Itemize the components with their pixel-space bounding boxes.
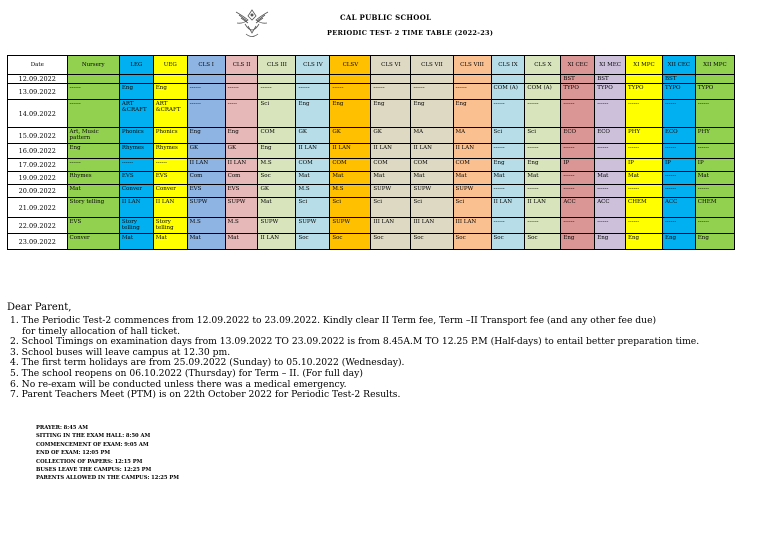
subject-cell: ------: [662, 218, 695, 234]
column-header: CLS II: [225, 56, 258, 75]
subject-cell: M.S: [187, 218, 225, 234]
subject-cell: ------: [67, 84, 119, 100]
subject-cell: Rhymes: [153, 144, 187, 159]
exam-date: 20.09.2022: [8, 185, 68, 198]
subject-cell: Mat: [258, 198, 296, 218]
subject-cell: COM (A): [491, 84, 525, 100]
exam-date: 16.09.2022: [8, 144, 68, 159]
subject-cell: Sci: [330, 198, 371, 218]
subject-cell: MA: [453, 128, 491, 144]
subject-cell: ------: [525, 144, 561, 159]
column-header: XI MEC: [595, 56, 626, 75]
subject-cell: MA: [411, 128, 453, 144]
subject-cell: COM: [296, 159, 330, 172]
column-header: CLSV: [330, 56, 371, 75]
subject-cell: COM: [411, 159, 453, 172]
subject-cell: ------: [525, 185, 561, 198]
subject-cell: ------: [595, 100, 626, 128]
subject-cell: Eng: [411, 100, 453, 128]
subject-cell: Com: [187, 172, 225, 185]
subject-cell: ------: [626, 218, 663, 234]
subject-cell: ACC: [561, 198, 595, 218]
subject-cell: Soc: [258, 172, 296, 185]
subject-cell: ------: [491, 185, 525, 198]
subject-cell: [225, 75, 258, 84]
subject-cell: GK: [330, 128, 371, 144]
notice-item: 2. School Timings on examination days from 13.09.2022 TO 23.09.2022 is from 8.45A.M TO 12.25 P.M (Half-days) to entail better preparation time.: [10, 336, 700, 348]
table-row: [8, 75, 735, 84]
subject-cell: [296, 75, 330, 84]
subject-cell: II LAN: [153, 198, 187, 218]
column-header: CLS VI: [371, 56, 411, 75]
school-name: CAL PUBLIC SCHOOL: [340, 13, 432, 22]
subject-cell: Eng: [662, 234, 695, 250]
column-header: XII CEC: [662, 56, 695, 75]
subject-cell: IP: [662, 159, 695, 172]
subject-cell: ------: [626, 144, 663, 159]
subject-cell: Eng: [187, 128, 225, 144]
subject-cell: [525, 75, 561, 84]
subject-cell: ------: [525, 218, 561, 234]
subject-cell: Story telling: [153, 218, 187, 234]
notice-item: 6. No re-exam will be conducted unless there was a medical emergency.: [10, 378, 347, 390]
subject-cell: Conver: [67, 234, 119, 250]
schedule-line: SITTING IN THE EXAM HALL: 8:50 AM: [36, 433, 151, 440]
table-row: [8, 172, 735, 185]
subject-cell: ART &CRAFT: [153, 100, 187, 128]
column-header: XII MPC: [695, 56, 734, 75]
subject-cell: ------: [561, 218, 595, 234]
subject-cell: ------: [662, 100, 695, 128]
subject-cell: Rhymes: [119, 144, 153, 159]
subject-cell: SUPW: [258, 218, 296, 234]
subject-cell: Eng: [695, 234, 734, 250]
subject-cell: ------: [225, 84, 258, 100]
subject-cell: Eng: [525, 159, 561, 172]
subject-cell: SUPW: [187, 198, 225, 218]
subject-cell: CHEM: [626, 198, 663, 218]
subject-cell: [491, 75, 525, 84]
timetable-header-row: [8, 56, 735, 75]
subject-cell: Mat: [695, 172, 734, 185]
subject-cell: M.S: [296, 185, 330, 198]
table-row: [8, 218, 735, 234]
column-header: CLS I: [187, 56, 225, 75]
schedule-line: BUSES LEAVE THE CAMPUS: 12:25 PM: [36, 467, 152, 474]
schedule-line: COLLECTION OF PAPERS: 12:15 PM: [36, 458, 143, 465]
column-header: CLS III: [258, 56, 296, 75]
subject-cell: Mat: [153, 234, 187, 250]
column-header: CLS VII: [411, 56, 453, 75]
subject-cell: [411, 75, 453, 84]
subject-cell: ------: [296, 84, 330, 100]
subject-cell: Eng: [626, 234, 663, 250]
subject-cell: Soc: [491, 234, 525, 250]
subject-cell: [595, 159, 626, 172]
subject-cell: ------: [595, 144, 626, 159]
subject-cell: III LAN: [411, 218, 453, 234]
subject-cell: ECO: [662, 128, 695, 144]
exam-date: 21.09.2022: [8, 198, 68, 218]
subject-cell: EVS: [187, 185, 225, 198]
subject-cell: Sci: [491, 128, 525, 144]
notice-item: 7. Parent Teachers Meet (PTM) is on 22th October 2022 for Periodic Test-2 Results.: [10, 389, 401, 401]
notice-item: for timely allocation of hall ticket.: [22, 325, 181, 337]
subject-cell: ACC: [595, 198, 626, 218]
subject-cell: Eng: [296, 100, 330, 128]
subject-cell: Story telling: [119, 218, 153, 234]
subject-cell: COM: [258, 128, 296, 144]
subject-cell: II LAN: [258, 234, 296, 250]
subject-cell: COM: [330, 159, 371, 172]
subject-cell: II LAN: [453, 144, 491, 159]
subject-cell: IP: [695, 159, 734, 172]
subject-cell: ------: [491, 144, 525, 159]
table-row: [8, 100, 735, 128]
subject-cell: ------: [187, 84, 225, 100]
subject-cell: BST: [561, 75, 595, 84]
subject-cell: TYPO: [662, 84, 695, 100]
subject-cell: ------: [67, 100, 119, 128]
subject-cell: GK: [187, 144, 225, 159]
subject-cell: Sci: [525, 128, 561, 144]
subject-cell: GK: [225, 144, 258, 159]
subject-cell: SUPW: [225, 198, 258, 218]
subject-cell: II LAN: [330, 144, 371, 159]
subject-cell: Sci: [453, 198, 491, 218]
subject-cell: ------: [695, 218, 734, 234]
subject-cell: Mat: [491, 172, 525, 185]
subject-cell: Mat: [67, 185, 119, 198]
school-crest-icon: [233, 6, 271, 40]
table-row: [8, 144, 735, 159]
subject-cell: II LAN: [411, 144, 453, 159]
subject-cell: II LAN: [187, 159, 225, 172]
subject-cell: Eng: [491, 159, 525, 172]
subject-cell: Mat: [626, 172, 663, 185]
exam-date: 23.09.2022: [8, 234, 68, 250]
subject-cell: II LAN: [371, 144, 411, 159]
subject-cell: [330, 75, 371, 84]
subject-cell: Soc: [330, 234, 371, 250]
subject-cell: [119, 75, 153, 84]
subject-cell: Sci: [296, 198, 330, 218]
subject-cell: M.S: [330, 185, 371, 198]
subject-cell: ------: [491, 218, 525, 234]
subject-cell: BST: [595, 75, 626, 84]
subject-cell: [626, 75, 663, 84]
subject-cell: II LAN: [491, 198, 525, 218]
subject-cell: Soc: [371, 234, 411, 250]
subject-cell: Story telling: [67, 198, 119, 218]
subject-cell: ------: [561, 185, 595, 198]
subject-cell: Eng: [119, 84, 153, 100]
subject-cell: CHEM: [695, 198, 734, 218]
subject-cell: II LAN: [225, 159, 258, 172]
subject-cell: PHY: [695, 128, 734, 144]
subject-cell: IP: [626, 159, 663, 172]
subject-cell: ------: [153, 159, 187, 172]
subject-cell: Eng: [453, 100, 491, 128]
schedule-line: COMMENCEMENT OF EXAM: 9:05 AM: [36, 441, 149, 448]
subject-cell: TYPO: [595, 84, 626, 100]
subject-cell: ------: [626, 100, 663, 128]
subject-cell: BST: [662, 75, 695, 84]
subject-cell: Sci: [258, 100, 296, 128]
subject-cell: ------: [662, 172, 695, 185]
subject-cell: Phonics: [153, 128, 187, 144]
subject-cell: Mat: [371, 172, 411, 185]
notice-item: 1. The Periodic Test-2 commences from 12.09.2022 to 23.09.2022. Kindly clear II Term fee, Term –II Transport fee (and any other fee due): [10, 315, 657, 326]
subject-cell: ------: [119, 159, 153, 172]
column-header: CLS IX: [491, 56, 525, 75]
table-row: [8, 159, 735, 172]
column-header: Date: [8, 56, 68, 75]
subject-cell: [453, 75, 491, 84]
subject-cell: ------: [371, 84, 411, 100]
subject-cell: Eng: [561, 234, 595, 250]
subject-cell: Soc: [453, 234, 491, 250]
notice-item: 3. School buses will leave campus at 12.30 pm.: [10, 346, 231, 358]
subject-cell: SUPW: [453, 185, 491, 198]
subject-cell: PHY: [626, 128, 663, 144]
subject-cell: Conver: [119, 185, 153, 198]
subject-cell: ECO: [561, 128, 595, 144]
subject-cell: ------: [595, 185, 626, 198]
subject-cell: ------: [695, 185, 734, 198]
subject-cell: ------: [561, 100, 595, 128]
subject-cell: COM: [371, 159, 411, 172]
exam-date: 14.09.2022: [8, 100, 68, 128]
subject-cell: [258, 75, 296, 84]
subject-cell: [153, 75, 187, 84]
timetable-title: PERIODIC TEST- 2 TIME TABLE (2022-23): [327, 29, 494, 37]
schedule-line: PRAYER: 8:45 AM: [36, 425, 88, 431]
column-header: LEG: [119, 56, 153, 75]
table-row: [8, 198, 735, 218]
subject-cell: IP: [561, 159, 595, 172]
subject-cell: II LAN: [296, 144, 330, 159]
subject-cell: Art, Music pattern: [67, 128, 119, 144]
subject-cell: EVS: [67, 218, 119, 234]
subject-cell: -----: [225, 100, 258, 128]
subject-cell: ART &CRAFT: [119, 100, 153, 128]
subject-cell: Soc: [296, 234, 330, 250]
subject-cell: [67, 75, 119, 84]
subject-cell: Soc: [525, 234, 561, 250]
subject-cell: Phonics: [119, 128, 153, 144]
subject-cell: ------: [330, 84, 371, 100]
letter-greeting: Dear Parent,: [7, 302, 72, 313]
subject-cell: ------: [695, 100, 734, 128]
subject-cell: ------: [187, 100, 225, 128]
subject-cell: EVS: [225, 185, 258, 198]
exam-timetable: [7, 55, 735, 250]
subject-cell: Mat: [595, 172, 626, 185]
exam-date: 22.09.2022: [8, 218, 68, 234]
subject-cell: ------: [662, 144, 695, 159]
exam-day-schedule: [36, 424, 179, 483]
subject-cell: Mat: [225, 234, 258, 250]
subject-cell: Soc: [411, 234, 453, 250]
subject-cell: [695, 75, 734, 84]
subject-cell: Sci: [371, 198, 411, 218]
exam-date: 19.09.2022: [8, 172, 68, 185]
subject-cell: Rhymes: [67, 172, 119, 185]
column-header: CLS X: [525, 56, 561, 75]
subject-cell: ------: [695, 144, 734, 159]
subject-cell: III LAN: [371, 218, 411, 234]
subject-cell: Eng: [371, 100, 411, 128]
subject-cell: Mat: [525, 172, 561, 185]
subject-cell: Eng: [225, 128, 258, 144]
subject-cell: Mat: [119, 234, 153, 250]
subject-cell: Sci: [411, 198, 453, 218]
subject-cell: SUPW: [330, 218, 371, 234]
subject-cell: GK: [258, 185, 296, 198]
subject-cell: Mat: [296, 172, 330, 185]
subject-cell: ------: [411, 84, 453, 100]
column-header: XI MPC: [626, 56, 663, 75]
table-row: [8, 234, 735, 250]
schedule-line: END OF EXAM: 12:05 PM: [36, 450, 111, 457]
subject-cell: TYPO: [561, 84, 595, 100]
subject-cell: SUPW: [371, 185, 411, 198]
subject-cell: Com: [225, 172, 258, 185]
subject-cell: [371, 75, 411, 84]
subject-cell: [187, 75, 225, 84]
notice-list: [10, 316, 760, 401]
column-header: XI CEC: [561, 56, 595, 75]
subject-cell: Mat: [187, 234, 225, 250]
subject-cell: ------: [525, 100, 561, 128]
subject-cell: Mat: [330, 172, 371, 185]
exam-date: 17.09.2022: [8, 159, 68, 172]
subject-cell: Conver: [153, 185, 187, 198]
schedule-line: PARENTS ALLOWED IN THE CAMPUS: 12:25 PM: [36, 475, 179, 482]
column-header: CLS VIII: [453, 56, 491, 75]
subject-cell: Eng: [330, 100, 371, 128]
notice-item: 5. The school reopens on 06.10.2022 (Thursday) for Term – II. (For full day): [10, 367, 363, 379]
subject-cell: Mat: [411, 172, 453, 185]
subject-cell: TYPO: [695, 84, 734, 100]
subject-cell: COM (A): [525, 84, 561, 100]
subject-cell: ------: [626, 185, 663, 198]
subject-cell: COM: [453, 159, 491, 172]
subject-cell: ------: [662, 185, 695, 198]
exam-date: 12.09.2022: [8, 75, 68, 84]
exam-date: 15.09.2022: [8, 128, 68, 144]
subject-cell: ------: [67, 159, 119, 172]
subject-cell: ------: [561, 172, 595, 185]
subject-cell: M.S: [225, 218, 258, 234]
subject-cell: M.S: [258, 159, 296, 172]
column-header: Nursery: [67, 56, 119, 75]
subject-cell: ------: [491, 100, 525, 128]
subject-cell: III LAN: [453, 218, 491, 234]
subject-cell: TYPO: [626, 84, 663, 100]
subject-cell: ECO: [595, 128, 626, 144]
table-row: [8, 84, 735, 100]
subject-cell: EVS: [119, 172, 153, 185]
subject-cell: Eng: [67, 144, 119, 159]
subject-cell: GK: [296, 128, 330, 144]
subject-cell: Mat: [453, 172, 491, 185]
column-header: CLS IV: [296, 56, 330, 75]
subject-cell: ------: [561, 144, 595, 159]
subject-cell: ------: [595, 218, 626, 234]
subject-cell: ------: [453, 84, 491, 100]
table-row: [8, 128, 735, 144]
subject-cell: ------: [258, 84, 296, 100]
subject-cell: II LAN: [525, 198, 561, 218]
notice-item: 4. The first term holidays are from 25.09.2022 (Sunday) to 05.10.2022 (Wednesday).: [10, 357, 405, 369]
subject-cell: ACC: [662, 198, 695, 218]
subject-cell: EVS: [153, 172, 187, 185]
table-row: [8, 185, 735, 198]
subject-cell: SUPW: [411, 185, 453, 198]
subject-cell: Eng: [153, 84, 187, 100]
column-header: UEG: [153, 56, 187, 75]
subject-cell: II LAN: [119, 198, 153, 218]
exam-date: 13.09.2022: [8, 84, 68, 100]
subject-cell: Eng: [595, 234, 626, 250]
subject-cell: Eng: [258, 144, 296, 159]
subject-cell: GK: [371, 128, 411, 144]
subject-cell: SUPW: [296, 218, 330, 234]
